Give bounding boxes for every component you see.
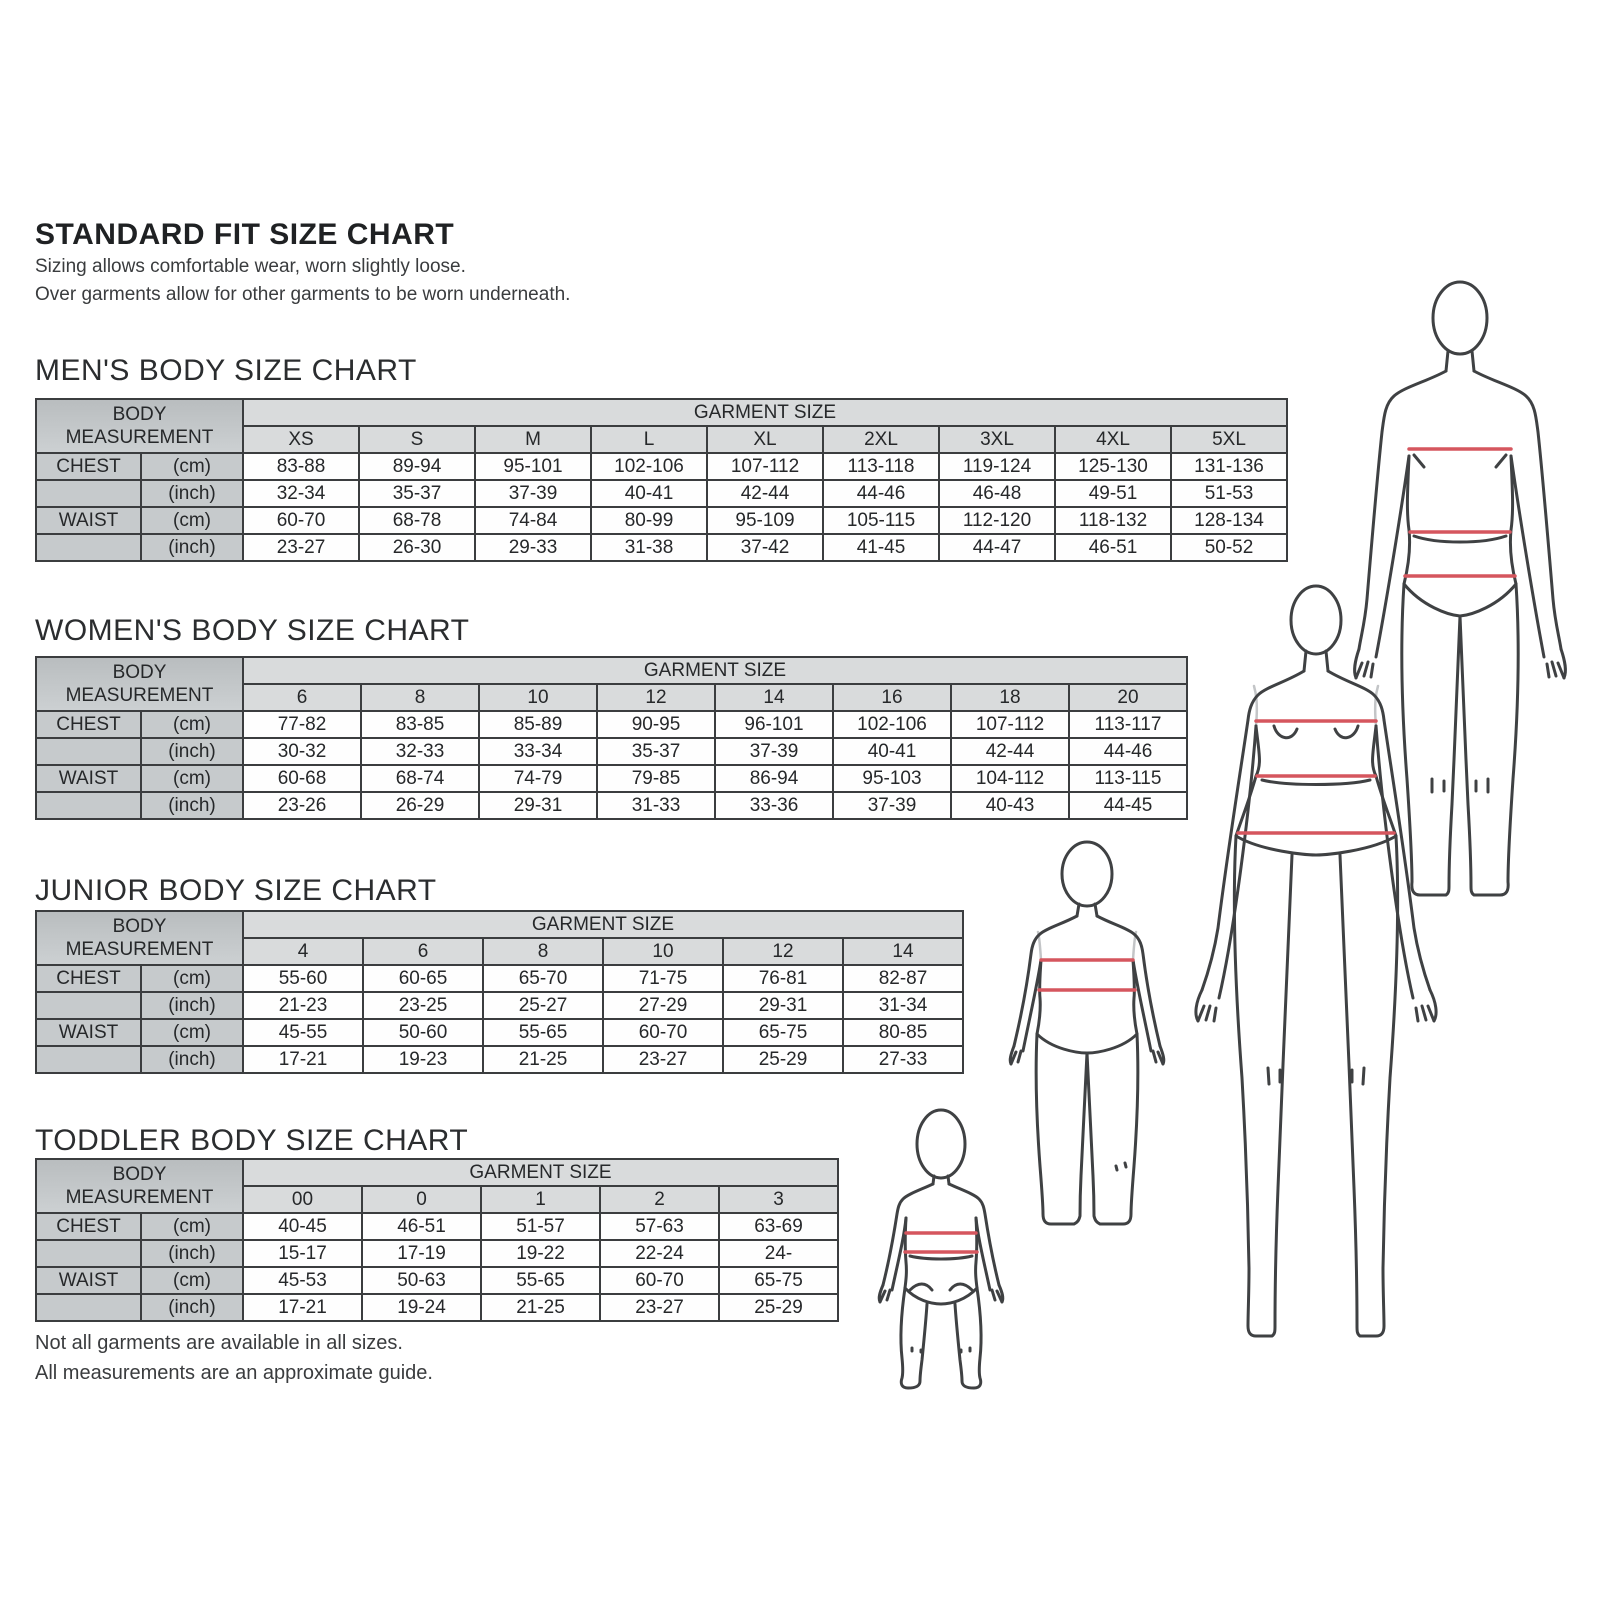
- mens-size-value: 112-120: [939, 507, 1055, 534]
- mens-size-value: 44-46: [823, 480, 939, 507]
- junior-size-header: 6: [363, 938, 483, 965]
- womens-size-value: 30-32: [243, 738, 361, 765]
- toddler-hip-curves: [910, 1284, 972, 1290]
- mens-size-value: 50-52: [1171, 534, 1287, 561]
- footer-note-line-2: All measurements are an approximate guide.: [35, 1362, 433, 1384]
- junior-size-value: 25-27: [483, 992, 603, 1019]
- junior-size-value: 19-23: [363, 1046, 483, 1073]
- junior-size-value: 55-60: [243, 965, 363, 992]
- womens-size-value: 44-45: [1069, 792, 1187, 819]
- junior-size-value: 25-29: [723, 1046, 843, 1073]
- mens-size-value: 107-112: [707, 453, 823, 480]
- junior-size-value: 29-31: [723, 992, 843, 1019]
- row-unit: (cm): [141, 1267, 243, 1294]
- male-waist-curve: [1414, 536, 1506, 542]
- mens-size-value: 113-118: [823, 453, 939, 480]
- mens-size-value: 46-51: [1055, 534, 1171, 561]
- womens-size-header: 16: [833, 684, 951, 711]
- mens-size-value: 83-88: [243, 453, 359, 480]
- row-unit: (inch): [141, 1240, 243, 1267]
- toddler-size-value: 15-17: [243, 1240, 362, 1267]
- junior-size-value: 55-65: [483, 1019, 603, 1046]
- womens-size-value: 44-46: [1069, 738, 1187, 765]
- mens-size-value: 42-44: [707, 480, 823, 507]
- row-unit: (cm): [141, 765, 243, 792]
- row-label: [36, 738, 141, 765]
- male-right-hand: [1547, 649, 1565, 678]
- row-label: [36, 480, 141, 507]
- row-label: CHEST: [36, 1213, 141, 1240]
- womens-size-value: 104-112: [951, 765, 1069, 792]
- toddler-size-value: 51-57: [481, 1213, 600, 1240]
- mens-size-value: 29-33: [475, 534, 591, 561]
- womens-size-header: 10: [479, 684, 597, 711]
- mens-size-value: 128-134: [1171, 507, 1287, 534]
- junior-size-value: 65-75: [723, 1019, 843, 1046]
- row-label: WAIST: [36, 1019, 141, 1046]
- row-label: CHEST: [36, 965, 141, 992]
- junior-table: [35, 910, 964, 1074]
- womens-size-value: 83-85: [361, 711, 479, 738]
- mens-size-value: 89-94: [359, 453, 475, 480]
- male-chest-tick-marks: [1414, 455, 1506, 467]
- womens-size-value: 113-115: [1069, 765, 1187, 792]
- junior-size-value: 23-27: [603, 1046, 723, 1073]
- junior-torso-left: [1037, 960, 1041, 1034]
- mens-size-value: 31-38: [591, 534, 707, 561]
- mens-size-value: 32-34: [243, 480, 359, 507]
- womens-size-value: 37-39: [833, 792, 951, 819]
- toddler-head-outline: [917, 1110, 965, 1178]
- toddler-size-header: 00: [243, 1186, 362, 1213]
- womens-size-header: 14: [715, 684, 833, 711]
- womens-size-value: 102-106: [833, 711, 951, 738]
- womens-size-value: 26-29: [361, 792, 479, 819]
- toddler-size-value: 25-29: [719, 1294, 838, 1321]
- junior-size-value: 60-70: [603, 1019, 723, 1046]
- row-unit: (inch): [141, 1294, 243, 1321]
- female-left-inner-arm: [1219, 726, 1256, 998]
- mens-size-value: 119-124: [939, 453, 1055, 480]
- row-unit: (inch): [141, 992, 243, 1019]
- mens-size-value: 80-99: [591, 507, 707, 534]
- row-label: CHEST: [36, 711, 141, 738]
- body-measurement-header-line: BODY: [112, 404, 167, 425]
- row-unit: (cm): [141, 965, 243, 992]
- junior-right-leg: [1087, 1034, 1138, 1224]
- row-unit: (inch): [141, 480, 243, 507]
- junior-size-table: [35, 910, 964, 1074]
- womens-size-value: 32-33: [361, 738, 479, 765]
- junior-size-value: 27-29: [603, 992, 723, 1019]
- mens-size-header: 5XL: [1171, 426, 1287, 453]
- body-measurement-header: [36, 911, 243, 965]
- toddler-size-value: 17-19: [362, 1240, 481, 1267]
- womens-size-value: 74-79: [479, 765, 597, 792]
- womens-size-value: 96-101: [715, 711, 833, 738]
- mens-size-header: M: [475, 426, 591, 453]
- womens-size-value: 86-94: [715, 765, 833, 792]
- row-label: WAIST: [36, 765, 141, 792]
- womens-size-value: 85-89: [479, 711, 597, 738]
- toddler-size-value: 17-21: [243, 1294, 362, 1321]
- toddler-table: [35, 1158, 839, 1322]
- body-measurement-header-line: BODY: [112, 1164, 167, 1185]
- toddler-waist-curve: [910, 1256, 972, 1259]
- womens-size-value: 95-103: [833, 765, 951, 792]
- mens-size-value: 35-37: [359, 480, 475, 507]
- mens-chart-title: MEN'S BODY SIZE CHART: [35, 354, 417, 387]
- junior-shoulders-left-arm: [1014, 916, 1077, 1046]
- junior-left-leg: [1036, 1034, 1087, 1224]
- toddler-size-value: 50-63: [362, 1267, 481, 1294]
- row-label: [36, 534, 141, 561]
- toddler-size-value: 22-24: [600, 1240, 719, 1267]
- womens-chart-title: WOMEN'S BODY SIZE CHART: [35, 614, 470, 647]
- womens-size-value: 29-31: [479, 792, 597, 819]
- body-measurement-header-line: BODY: [112, 916, 167, 937]
- female-left-arm: [1202, 720, 1248, 990]
- womens-size-value: 33-34: [479, 738, 597, 765]
- mens-size-value: 37-39: [475, 480, 591, 507]
- mens-size-value: 37-42: [707, 534, 823, 561]
- mens-size-value: 105-115: [823, 507, 939, 534]
- junior-size-value: 17-21: [243, 1046, 363, 1073]
- footer-note-line-1: Not all garments are available in all sizes.: [35, 1332, 403, 1354]
- womens-size-value: 40-41: [833, 738, 951, 765]
- junior-size-value: 45-55: [243, 1019, 363, 1046]
- mens-size-value: 51-53: [1171, 480, 1287, 507]
- womens-size-header: 18: [951, 684, 1069, 711]
- female-right-inner-arm: [1376, 726, 1413, 998]
- junior-size-value: 21-25: [483, 1046, 603, 1073]
- female-right-hand: [1416, 990, 1436, 1021]
- mens-size-value: 40-41: [591, 480, 707, 507]
- toddler-size-value: 24-: [719, 1240, 838, 1267]
- junior-torso-right: [1133, 960, 1137, 1034]
- page-title: STANDARD FIT SIZE CHART: [35, 218, 455, 251]
- mens-size-value: 26-30: [359, 534, 475, 561]
- page-subtitle-line-1: Sizing allows comfortable wear, worn slightly loose.: [35, 256, 466, 277]
- junior-size-header: 10: [603, 938, 723, 965]
- toddler-size-value: 21-25: [481, 1294, 600, 1321]
- female-figure: [1186, 578, 1446, 1344]
- toddler-knee-marks: [912, 1348, 970, 1352]
- toddler-size-value: 45-53: [243, 1267, 362, 1294]
- female-briefs-line: [1236, 836, 1396, 855]
- female-head-outline: [1291, 586, 1341, 654]
- garment-size-header: GARMENT SIZE: [243, 399, 1287, 426]
- junior-right-hand: [1153, 1046, 1164, 1064]
- junior-size-value: 31-34: [843, 992, 963, 1019]
- toddler-diaper-line: [905, 1288, 977, 1304]
- male-head-outline: [1433, 282, 1487, 354]
- row-unit: (inch): [141, 1046, 243, 1073]
- body-measurement-header-line: MEASUREMENT: [65, 1187, 214, 1208]
- toddler-right-hand: [992, 1285, 1003, 1302]
- male-right-leg: [1460, 584, 1518, 895]
- row-label: WAIST: [36, 1267, 141, 1294]
- womens-size-value: 42-44: [951, 738, 1069, 765]
- junior-size-value: 82-87: [843, 965, 963, 992]
- junior-left-hand: [1010, 1046, 1021, 1064]
- junior-size-value: 60-65: [363, 965, 483, 992]
- row-unit: (inch): [141, 534, 243, 561]
- mens-size-header: XS: [243, 426, 359, 453]
- junior-size-value: 23-25: [363, 992, 483, 1019]
- womens-size-header: 12: [597, 684, 715, 711]
- female-waist-curve: [1262, 780, 1370, 785]
- page-subtitle-line-2: Over garments allow for other garments to be worn underneath.: [35, 284, 571, 305]
- mens-size-value: 125-130: [1055, 453, 1171, 480]
- body-measurement-header: [36, 399, 243, 453]
- mens-size-header: 2XL: [823, 426, 939, 453]
- mens-size-header: S: [359, 426, 475, 453]
- junior-size-value: 65-70: [483, 965, 603, 992]
- toddler-size-value: 65-75: [719, 1267, 838, 1294]
- body-measurement-header-line: MEASUREMENT: [65, 939, 214, 960]
- toddler-size-value: 40-45: [243, 1213, 362, 1240]
- female-bust-curves: [1274, 726, 1358, 738]
- toddler-size-table: [35, 1158, 839, 1322]
- row-unit: (cm): [141, 507, 243, 534]
- mens-size-header: XL: [707, 426, 823, 453]
- toddler-right-leg: [955, 1288, 981, 1388]
- toddler-size-value: 60-70: [600, 1267, 719, 1294]
- womens-size-value: 113-117: [1069, 711, 1187, 738]
- toddler-chart-title: TODDLER BODY SIZE CHART: [35, 1124, 469, 1157]
- womens-size-value: 37-39: [715, 738, 833, 765]
- row-unit: (inch): [141, 792, 243, 819]
- row-unit: (cm): [141, 711, 243, 738]
- row-unit: (cm): [141, 1213, 243, 1240]
- body-measurement-header-line: MEASUREMENT: [65, 427, 214, 448]
- junior-knee-marks: [1116, 1163, 1126, 1170]
- junior-shorts-line: [1037, 1034, 1137, 1053]
- womens-size-value: 79-85: [597, 765, 715, 792]
- mens-size-value: 41-45: [823, 534, 939, 561]
- toddler-size-value: 63-69: [719, 1213, 838, 1240]
- mens-size-value: 95-101: [475, 453, 591, 480]
- row-label: CHEST: [36, 453, 141, 480]
- body-measurement-header-line: MEASUREMENT: [65, 685, 214, 706]
- mens-size-value: 95-109: [707, 507, 823, 534]
- junior-shoulder-seams: [1038, 932, 1136, 960]
- mens-size-value: 44-47: [939, 534, 1055, 561]
- row-label: WAIST: [36, 507, 141, 534]
- mens-size-value: 131-136: [1171, 453, 1287, 480]
- mens-size-value: 74-84: [475, 507, 591, 534]
- row-label: [36, 1240, 141, 1267]
- mens-size-value: 68-78: [359, 507, 475, 534]
- male-right-inner-arm: [1511, 456, 1544, 657]
- female-left-leg: [1234, 836, 1292, 1336]
- womens-size-header: 6: [243, 684, 361, 711]
- mens-size-header: 4XL: [1055, 426, 1171, 453]
- womens-size-value: 40-43: [951, 792, 1069, 819]
- toddler-size-value: 19-22: [481, 1240, 600, 1267]
- mens-size-header: L: [591, 426, 707, 453]
- womens-size-header: 20: [1069, 684, 1187, 711]
- junior-size-value: 80-85: [843, 1019, 963, 1046]
- junior-size-value: 71-75: [603, 965, 723, 992]
- junior-size-value: 27-33: [843, 1046, 963, 1073]
- junior-chart-title: JUNIOR BODY SIZE CHART: [35, 874, 437, 907]
- junior-size-header: 8: [483, 938, 603, 965]
- row-unit: (cm): [141, 1019, 243, 1046]
- junior-size-header: 14: [843, 938, 963, 965]
- womens-size-value: 90-95: [597, 711, 715, 738]
- toddler-size-header: 0: [362, 1186, 481, 1213]
- junior-size-header: 4: [243, 938, 363, 965]
- garment-size-header: GARMENT SIZE: [243, 657, 1187, 684]
- female-left-hand: [1196, 990, 1216, 1021]
- female-shoulders: [1248, 671, 1384, 720]
- womens-size-value: 33-36: [715, 792, 833, 819]
- womens-size-table: [35, 656, 1188, 820]
- mens-size-value: 60-70: [243, 507, 359, 534]
- womens-size-header: 8: [361, 684, 479, 711]
- toddler-size-value: 23-27: [600, 1294, 719, 1321]
- toddler-size-value: 19-24: [362, 1294, 481, 1321]
- womens-size-value: 31-33: [597, 792, 715, 819]
- female-right-arm: [1384, 720, 1430, 990]
- mens-size-value: 46-48: [939, 480, 1055, 507]
- mens-table: [35, 398, 1288, 562]
- womens-size-value: 35-37: [597, 738, 715, 765]
- row-unit: (cm): [141, 453, 243, 480]
- row-unit: (inch): [141, 738, 243, 765]
- junior-size-value: 21-23: [243, 992, 363, 1019]
- junior-size-value: 76-81: [723, 965, 843, 992]
- mens-size-header: 3XL: [939, 426, 1055, 453]
- womens-size-value: 107-112: [951, 711, 1069, 738]
- row-label: [36, 1294, 141, 1321]
- toddler-size-header: 3: [719, 1186, 838, 1213]
- toddler-size-value: 46-51: [362, 1213, 481, 1240]
- row-label: [36, 792, 141, 819]
- toddler-figure: [846, 1100, 1041, 1394]
- toddler-left-leg: [901, 1288, 927, 1388]
- female-right-leg: [1340, 836, 1398, 1336]
- toddler-size-header: 2: [600, 1186, 719, 1213]
- toddler-size-value: 57-63: [600, 1213, 719, 1240]
- toddler-size-header: 1: [481, 1186, 600, 1213]
- womens-size-value: 23-26: [243, 792, 361, 819]
- body-measurement-header: [36, 1159, 243, 1213]
- womens-table: [35, 656, 1188, 820]
- toddler-size-value: 55-65: [481, 1267, 600, 1294]
- womens-size-value: 68-74: [361, 765, 479, 792]
- row-label: [36, 1046, 141, 1073]
- toddler-left-hand: [879, 1285, 890, 1302]
- mens-size-value: 49-51: [1055, 480, 1171, 507]
- mens-size-value: 102-106: [591, 453, 707, 480]
- womens-size-value: 60-68: [243, 765, 361, 792]
- junior-head-outline: [1062, 842, 1112, 906]
- mens-size-value: 23-27: [243, 534, 359, 561]
- body-measurement-header: [36, 657, 243, 711]
- mens-size-value: 118-132: [1055, 507, 1171, 534]
- row-label: [36, 992, 141, 1019]
- womens-size-value: 77-82: [243, 711, 361, 738]
- junior-shoulders-right-arm: [1097, 916, 1160, 1046]
- junior-size-value: 50-60: [363, 1019, 483, 1046]
- mens-size-table: [35, 398, 1288, 562]
- garment-size-header: GARMENT SIZE: [243, 911, 963, 938]
- body-measurement-header-line: BODY: [112, 662, 167, 683]
- garment-size-header: GARMENT SIZE: [243, 1159, 838, 1186]
- junior-size-header: 12: [723, 938, 843, 965]
